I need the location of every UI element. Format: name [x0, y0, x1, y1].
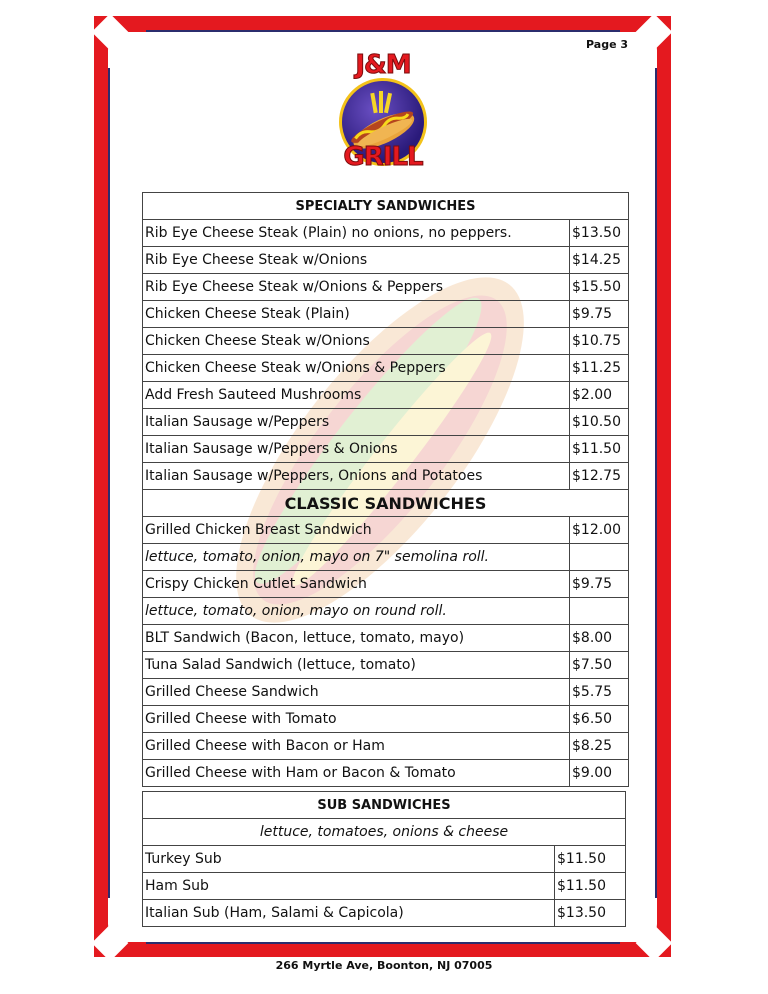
item-price: $12.75: [570, 463, 629, 490]
item-price: $6.50: [570, 706, 629, 733]
frame-line: [146, 942, 620, 944]
item-name: Chicken Cheese Steak w/Onions: [143, 328, 570, 355]
table-header-row: [143, 193, 629, 220]
table-subheader-row: [143, 819, 626, 846]
item-name: Italian Sub (Ham, Salami & Capicola): [143, 900, 555, 927]
item-price: $11.50: [555, 846, 626, 873]
item-price: $9.00: [570, 760, 629, 787]
item-name: Italian Sausage w/Peppers, Onions and Potatoes: [143, 463, 570, 490]
item-price: $12.00: [570, 517, 629, 544]
table-row: [143, 301, 629, 328]
item-price: $7.50: [570, 652, 629, 679]
item-name: Add Fresh Sauteed Mushrooms: [143, 382, 570, 409]
item-price: $2.00: [570, 382, 629, 409]
table-row: [143, 679, 629, 706]
item-price: $15.50: [570, 274, 629, 301]
page-number: Page 3: [586, 38, 629, 51]
item-name: Rib Eye Cheese Steak w/Onions: [143, 247, 570, 274]
item-price: $11.50: [555, 873, 626, 900]
table-row: [143, 463, 629, 490]
jm-grill-logo: [333, 50, 433, 172]
item-name: Grilled Cheese with Tomato: [143, 706, 570, 733]
frame-line: [108, 68, 110, 898]
item-description: lettuce, tomato, onion, mayo on 7" semolina roll.: [143, 544, 570, 571]
frame-line: [655, 68, 657, 898]
table-row: [143, 625, 629, 652]
item-price: $10.75: [570, 328, 629, 355]
table-row: [143, 706, 629, 733]
table-row: [143, 652, 629, 679]
item-price: $11.50: [570, 436, 629, 463]
empty-cell: [570, 598, 629, 625]
item-price: $13.50: [570, 220, 629, 247]
table-row: [143, 517, 629, 544]
sub-sandwiches-table: [142, 791, 626, 927]
item-name: Rib Eye Cheese Steak w/Onions & Peppers: [143, 274, 570, 301]
table-row: [143, 274, 629, 301]
frame-line: [146, 30, 620, 32]
item-price: $14.25: [570, 247, 629, 274]
item-price: $9.75: [570, 301, 629, 328]
item-name: Turkey Sub: [143, 846, 555, 873]
item-name: Grilled Cheese Sandwich: [143, 679, 570, 706]
restaurant-address: 266 Myrtle Ave, Boonton, NJ 07005: [275, 959, 493, 972]
item-name: Grilled Chicken Breast Sandwich: [143, 517, 570, 544]
item-name: Italian Sausage w/Peppers: [143, 409, 570, 436]
table-row: [143, 598, 629, 625]
section-title: SPECIALTY SANDWICHES: [143, 193, 629, 220]
item-name: Tuna Salad Sandwich (lettuce, tomato): [143, 652, 570, 679]
table-row: [143, 900, 626, 927]
table-row: [143, 247, 629, 274]
logo-title-bottom: GRILL: [343, 142, 423, 172]
table-row: [143, 436, 629, 463]
section-title: SUB SANDWICHES: [143, 792, 626, 819]
item-name: Chicken Cheese Steak w/Onions & Peppers: [143, 355, 570, 382]
table-row: [143, 355, 629, 382]
specialty-classic-table: [142, 192, 629, 787]
table-row: [143, 846, 626, 873]
item-price: $10.50: [570, 409, 629, 436]
item-name: Italian Sausage w/Peppers & Onions: [143, 436, 570, 463]
table-row: [143, 409, 629, 436]
table-row: [143, 544, 629, 571]
item-name: Crispy Chicken Cutlet Sandwich: [143, 571, 570, 598]
item-name: Grilled Cheese with Ham or Bacon & Tomato: [143, 760, 570, 787]
item-price: $13.50: [555, 900, 626, 927]
item-price: $5.75: [570, 679, 629, 706]
item-price: $8.25: [570, 733, 629, 760]
item-name: Ham Sub: [143, 873, 555, 900]
table-row: [143, 220, 629, 247]
table-header-row: [143, 490, 629, 517]
table-row: [143, 382, 629, 409]
table-header-row: [143, 792, 626, 819]
item-price: $11.25: [570, 355, 629, 382]
item-price: $9.75: [570, 571, 629, 598]
item-name: Rib Eye Cheese Steak (Plain) no onions, no peppers.: [143, 220, 570, 247]
table-row: [143, 760, 629, 787]
item-name: Grilled Cheese with Bacon or Ham: [143, 733, 570, 760]
item-name: Chicken Cheese Steak (Plain): [143, 301, 570, 328]
item-description: lettuce, tomato, onion, mayo on round roll.: [143, 598, 570, 625]
table-row: [143, 328, 629, 355]
table-row: [143, 571, 629, 598]
empty-cell: [570, 544, 629, 571]
table-row: [143, 873, 626, 900]
section-title: CLASSIC SANDWICHES: [143, 490, 629, 517]
item-price: $8.00: [570, 625, 629, 652]
item-name: BLT Sandwich (Bacon, lettuce, tomato, mayo): [143, 625, 570, 652]
section-subtitle: lettuce, tomatoes, onions & cheese: [143, 819, 626, 846]
logo-title-top: J&M: [355, 50, 411, 80]
table-row: [143, 733, 629, 760]
